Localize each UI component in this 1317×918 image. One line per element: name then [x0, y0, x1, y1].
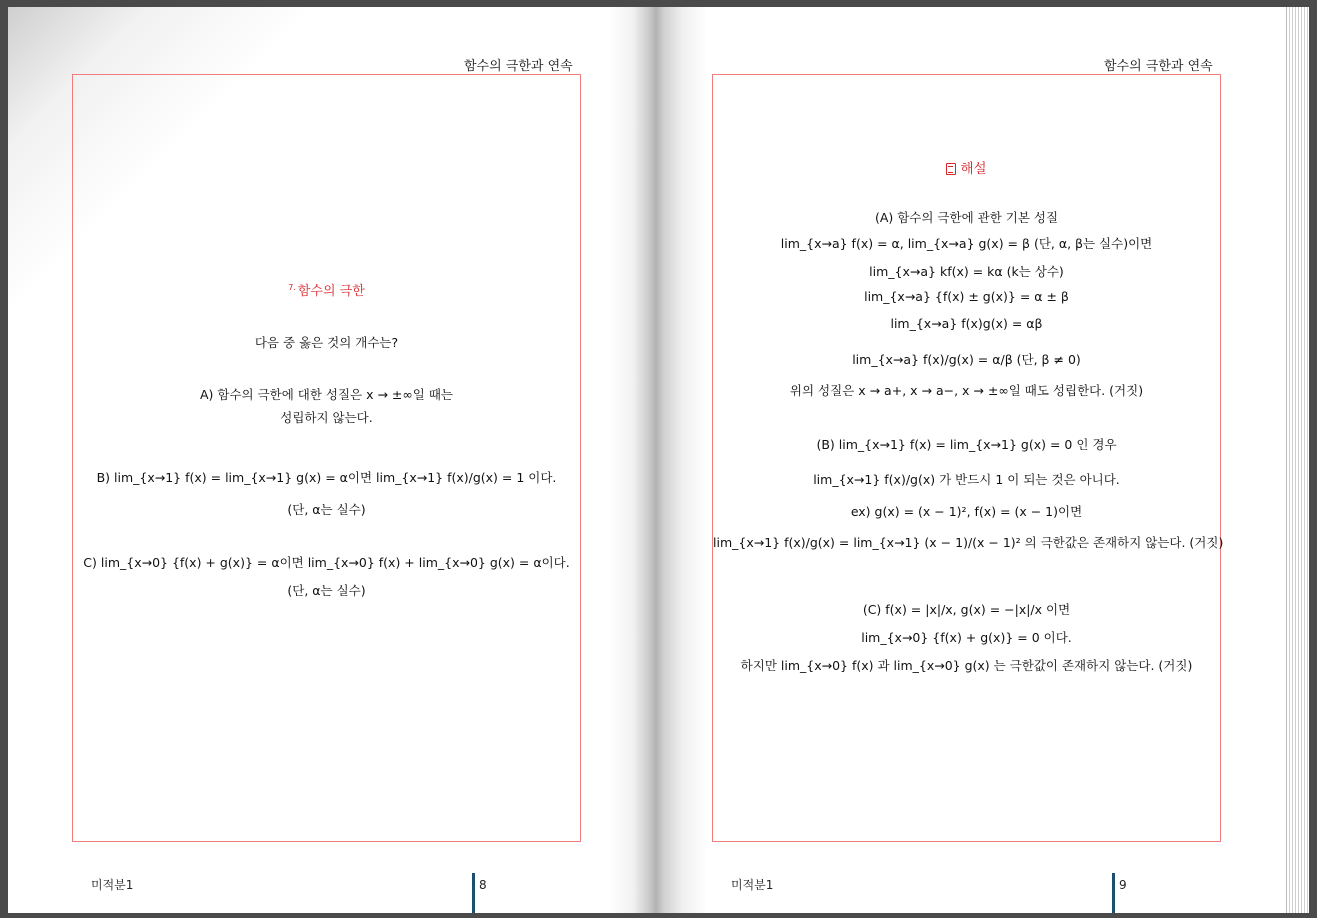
question-text: 다음 중 옳은 것의 개수는? [254, 335, 399, 350]
solution-frame [712, 74, 1224, 842]
solution-a-heading: (A) 함수의 극한에 관한 기본 성질 [874, 210, 1059, 225]
statement-b: B) lim_{x→1} f(x) = lim_{x→1} g(x) = α이면 lim_{x→1} f(x)/g(x) = 1 이다. [96, 470, 557, 485]
memo-edit-icon [946, 163, 956, 175]
footer-book-title: 미적분1 [731, 878, 774, 892]
left-page [8, 7, 648, 913]
footer-divider [1112, 873, 1115, 913]
page-header: 함수의 극한과 연속 [1104, 59, 1213, 74]
solution-c-heading: (C) f(x) = |x|/x, g(x) = −|x|/x 이면 [862, 602, 1071, 617]
page-number: 8 [479, 878, 487, 892]
solution-title: 해설 [713, 157, 1220, 177]
problem-title: $^{7.}$ 함수의 극한 [288, 282, 365, 299]
statement-a-line2: 성립하지 않는다. [280, 410, 373, 425]
solution-a-rule-5: lim_{x→a} f(x)/g(x) = α/β (단, β ≠ 0) [852, 352, 1081, 367]
solution-a-conclusion: 위의 성질은 x → a+, x → a−, x → ±∞일 때도 성립한다. (거짓) [789, 383, 1144, 398]
right-page [648, 7, 1290, 913]
solution-a-rule-1: lim_{x→a} f(x) = α, lim_{x→a} g(x) = β (단, α, β는 실수)이면 [780, 236, 1153, 251]
page-header: 함수의 극한과 연속 [464, 59, 573, 74]
solution-b-example: ex) g(x) = (x − 1)², f(x) = (x − 1)이면 [850, 504, 1083, 519]
solution-c-conclusion: 하지만 lim_{x→0} f(x) 과 lim_{x→0} g(x) 는 극한값이 존재하지 않는다. (거짓) [740, 658, 1193, 673]
page-number: 9 [1119, 878, 1127, 892]
solution-c-line-1: lim_{x→0} {f(x) + g(x)} = 0 이다. [861, 630, 1072, 645]
book-spine-shadow [608, 7, 708, 913]
statement-a-line1: A) 함수의 극한에 대한 성질은 x → ±∞일 때는 [199, 387, 454, 402]
solution-b-heading: (B) lim_{x→1} f(x) = lim_{x→1} g(x) = 0 인 경우 [816, 437, 1117, 452]
statement-c-note: (단, α는 실수) [287, 583, 366, 598]
footer-book-title: 미적분1 [91, 878, 134, 892]
solution-b-line-1: lim_{x→1} f(x)/g(x) 가 반드시 1 이 되는 것은 아니다. [813, 472, 1120, 487]
page-edges [1286, 7, 1309, 913]
statement-c: C) lim_{x→0} {f(x) + g(x)} = α이면 lim_{x→0} f(x) + lim_{x→0} g(x) = α이다. [83, 555, 570, 570]
open-book [8, 7, 1309, 913]
footer-divider [472, 873, 475, 913]
solution-b-conclusion: lim_{x→1} f(x)/g(x) = lim_{x→1} (x − 1)/(x − 1)² 의 극한값은 존재하지 않는다. (거짓) [713, 535, 1224, 550]
solution-a-rule-2: lim_{x→a} kf(x) = kα (k는 상수) [869, 264, 1064, 279]
solution-a-rule-3: lim_{x→a} {f(x) ± g(x)} = α ± β [864, 289, 1069, 304]
problem-frame [72, 74, 581, 842]
statement-b-note: (단, α는 실수) [287, 502, 366, 517]
solution-a-rule-4: lim_{x→a} f(x)g(x) = αβ [890, 316, 1043, 331]
